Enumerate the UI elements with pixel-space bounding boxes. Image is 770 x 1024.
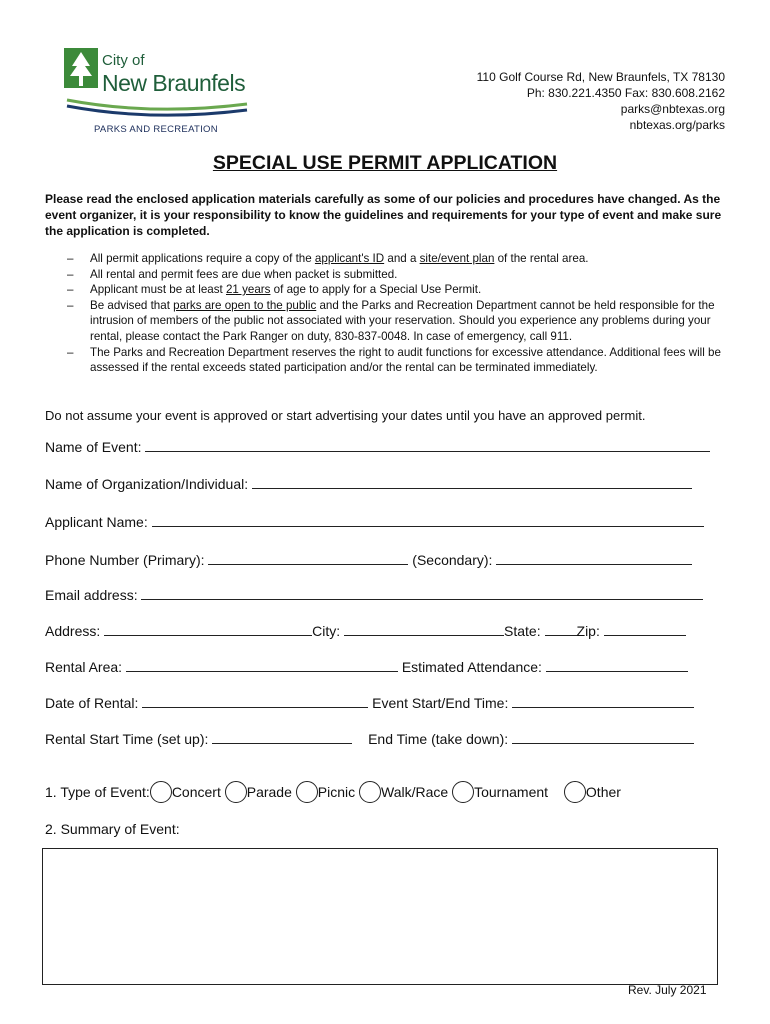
address-row — [45, 623, 686, 639]
contact-address — [477, 69, 725, 133]
website-line: nbtexas.org/parks — [629, 118, 725, 132]
list-item: – Be advised that parks are open to the public and the Parks and Recreation Department cannot be held responsible for the intrusion of members of the public not associated with your reservation. Should you experience any problems during your rental, please contact the Park Ranger on duty, 830-837-0048. In case of emergency, call 911. — [67, 298, 715, 343]
org-name-field[interactable] — [252, 476, 692, 489]
rental-area-label: Rental Area: — [45, 659, 123, 675]
city-logo — [62, 44, 252, 139]
email-row — [45, 587, 703, 603]
org-name-row — [45, 476, 692, 492]
text: Applicant must be at least — [90, 283, 226, 297]
intro-paragraph: Please read the enclosed application materials carefully as some of our policies and procedures have changed. As the event organizer, it is your responsibility to know the guidelines and requirements for your type of event and make sure the application is completed. — [45, 192, 722, 238]
text: Be advised that — [90, 298, 174, 312]
picnic-label: Picnic — [317, 784, 356, 801]
zip-label: Zip: — [576, 623, 600, 639]
email-field[interactable] — [141, 587, 703, 600]
attendance-label: Estimated Attendance: — [401, 659, 542, 675]
applicant-field[interactable] — [152, 514, 704, 527]
rental-area-row — [45, 659, 688, 675]
concert-label: Concert — [171, 784, 221, 801]
logo-department: PARKS AND RECREATION — [94, 124, 218, 135]
setup-time-label: Rental Start Time (set up): — [45, 731, 209, 747]
text: and the Parks and Recreation Department cannot be held responsible for the intrusion of members of the public not associated with your reservation. Should you experience any problems during your rental, please contact the Park Ranger on duty, 830-837-0048. In case of emergency, call 911. — [90, 298, 715, 343]
logo-swoosh — [62, 96, 252, 118]
date-row — [45, 695, 694, 711]
event-name-label: Name of Event: — [45, 439, 142, 455]
logo-city-name: New Braunfels — [102, 70, 246, 96]
other-radio[interactable] — [564, 781, 586, 803]
underlined-text: applicant's ID — [314, 252, 385, 265]
phone-row — [45, 552, 692, 568]
event-type-label: 1. Type of Event: — [45, 784, 150, 801]
underlined-text: site/event plan — [419, 252, 495, 265]
list-item: – All rental and permit fees are due when packet is submitted. — [67, 267, 398, 281]
event-name-row — [45, 439, 710, 455]
state-label: State: — [504, 623, 541, 639]
address-field[interactable] — [104, 623, 312, 636]
text: The Parks and Recreation Department reserves the right to audit functions for excessive attendance. Additional fees will be assessed if the rental exceeds stated participation and/or the rental can be terminated immediately. — [90, 345, 721, 375]
picnic-radio[interactable] — [296, 781, 318, 803]
walk-race-label: Walk/Race — [381, 784, 449, 801]
phone-secondary-label: (Secondary): — [412, 552, 493, 568]
text: of age to apply for a Special Use Permit. — [270, 283, 482, 297]
phone-primary-label: Phone Number (Primary): — [45, 552, 205, 568]
rental-area-field[interactable] — [126, 659, 398, 672]
setup-time-field[interactable] — [212, 731, 352, 744]
policy-list — [45, 251, 735, 376]
phone-fax-line: Ph: 830.221.4350 Fax: 830.608.2162 — [526, 86, 725, 100]
summary-textarea[interactable] — [42, 848, 718, 985]
takedown-time-label: End Time (take down): — [368, 731, 509, 747]
text: of the rental area. — [494, 252, 589, 265]
text: All permit applications require a copy of the — [90, 252, 315, 265]
other-label: Other — [585, 784, 621, 801]
tree-icon — [64, 48, 100, 98]
email-label: Email address: — [45, 587, 138, 603]
text: and a — [384, 252, 420, 265]
takedown-time-field[interactable] — [512, 731, 694, 744]
zip-field[interactable] — [604, 623, 686, 636]
rental-date-label: Date of Rental: — [45, 695, 139, 711]
applicant-row — [45, 514, 704, 530]
tournament-label: Tournament — [474, 784, 549, 801]
event-name-field[interactable] — [145, 439, 710, 452]
city-label: City: — [312, 623, 341, 639]
text: All rental and permit fees are due when packet is submitted. — [90, 267, 398, 281]
underlined-text: 21 years — [225, 283, 271, 297]
attendance-field[interactable] — [546, 659, 688, 672]
list-item: – All permit applications require a copy of the applicant's ID and a site/event plan of the rental area. — [67, 252, 589, 265]
address-label: Address: — [45, 623, 101, 639]
parade-label: Parade — [246, 784, 292, 801]
logo-city-of: City of — [102, 52, 145, 69]
applicant-label: Applicant Name: — [45, 514, 148, 530]
summary-label: 2. Summary of Event: — [45, 821, 180, 837]
city-field[interactable] — [344, 623, 504, 636]
list-item: – Applicant must be at least 21 years of age to apply for a Special Use Permit. — [67, 283, 482, 297]
times-row — [45, 731, 694, 747]
rental-date-field[interactable] — [142, 695, 368, 708]
approval-notice: Do not assume your event is approved or start advertising your dates until you have an approved permit. — [45, 408, 646, 423]
revision-date: Rev. July 2021 — [628, 983, 707, 997]
event-type-row — [45, 784, 621, 803]
org-name-label: Name of Organization/Individual: — [45, 476, 249, 492]
event-time-field[interactable] — [512, 695, 694, 708]
tournament-radio[interactable] — [452, 781, 474, 803]
underlined-text: parks are open to the public — [173, 298, 317, 312]
parade-radio[interactable] — [225, 781, 247, 803]
concert-radio[interactable] — [150, 781, 172, 803]
page-title: SPECIAL USE PERMIT APPLICATION — [212, 152, 558, 174]
event-time-label: Event Start/End Time: — [372, 695, 509, 711]
address-line: 110 Golf Course Rd, New Braunfels, TX 78130 — [476, 70, 725, 84]
email-line: parks@nbtexas.org — [620, 102, 725, 116]
phone-secondary-field[interactable] — [496, 552, 692, 565]
list-item: – The Parks and Recreation Department reserves the right to audit functions for excessive attendance. Additional fees will be assessed if the rental exceeds stated participation and/or the rental can be terminated immediately. — [67, 345, 721, 375]
state-field[interactable] — [545, 623, 577, 636]
phone-primary-field[interactable] — [208, 552, 408, 565]
walk-race-radio[interactable] — [359, 781, 381, 803]
